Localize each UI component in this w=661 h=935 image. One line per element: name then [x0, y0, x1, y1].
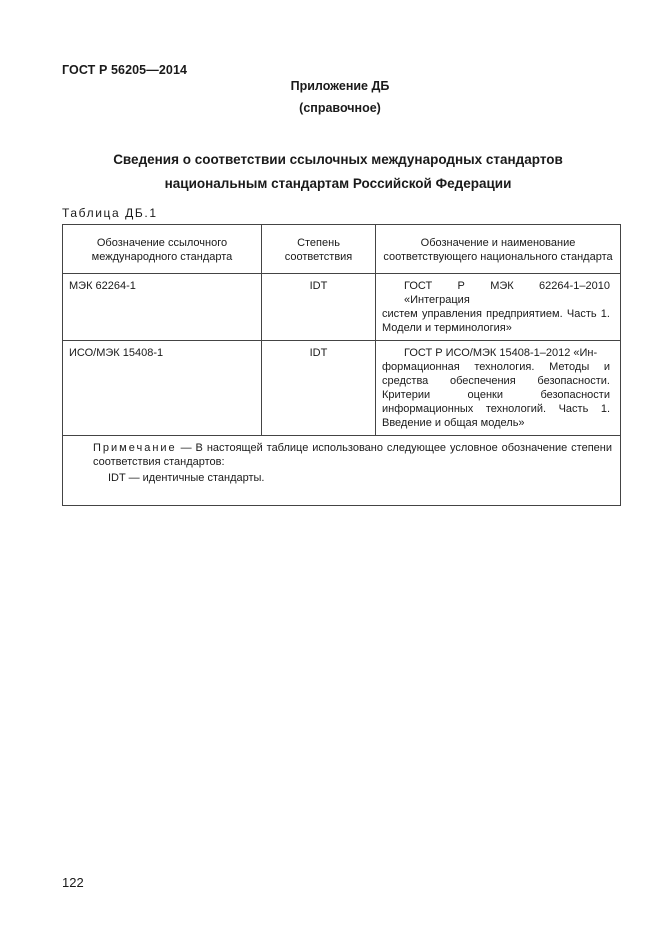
- appendix-type: (справочное): [299, 101, 381, 115]
- cell-national-rest: формационная технология. Методы и средства обеспечения безопасности. Критерии оценки безопасности информационных технологий. Часть 1. Введение и общая модель»: [382, 361, 610, 429]
- cell-reference: ИСО/МЭК 15408-1: [63, 341, 262, 436]
- cell-national-lead: ГОСТ Р ИСО/МЭК 15408-1–2012 «Ин-: [404, 347, 598, 359]
- cell-national: [376, 274, 621, 341]
- cell-degree: IDT: [262, 274, 376, 341]
- cell-reference: МЭК 62264-1: [63, 274, 262, 341]
- header-reference-standard: Обозначение ссылочного международного стандарта: [63, 225, 262, 274]
- note-text: [71, 441, 612, 469]
- cell-national-rest: систем управления предприятием. Часть 1. Модели и терминология»: [382, 308, 610, 334]
- table-header-row: [63, 225, 621, 274]
- table-caption: Таблица ДБ.1: [62, 206, 158, 220]
- section-title: [70, 148, 606, 196]
- section-title-line-2: национальным стандартам Российской Федерации: [164, 176, 512, 191]
- table-note: [63, 436, 621, 506]
- cell-national-lead: ГОСТ Р МЭК 62264-1–2010 «Интеграция: [404, 280, 610, 306]
- document-code: ГОСТ Р 56205—2014: [62, 63, 188, 77]
- header-degree: Степень соответствия: [262, 225, 376, 274]
- table-row: [63, 341, 621, 436]
- appendix-title: Приложение ДБ: [290, 79, 390, 93]
- note-body: — В настоящей таблице использовано следующее условное обозначение степени соответствия стандартов:: [93, 442, 612, 468]
- header-national-standard: Обозначение и наименование соответствующего национального стандарта: [376, 225, 621, 274]
- note-label: Примечание: [93, 442, 177, 454]
- table-row: [63, 274, 621, 341]
- cell-national: [376, 341, 621, 436]
- section-title-line-1: Сведения о соответствии ссылочных международных стандартов: [113, 152, 563, 167]
- note-idt-definition: IDT — идентичные стандарты.: [108, 472, 265, 484]
- table-note-row: [63, 436, 621, 506]
- page-number: 122: [62, 875, 84, 890]
- standards-table: [62, 224, 621, 506]
- cell-degree: IDT: [262, 341, 376, 436]
